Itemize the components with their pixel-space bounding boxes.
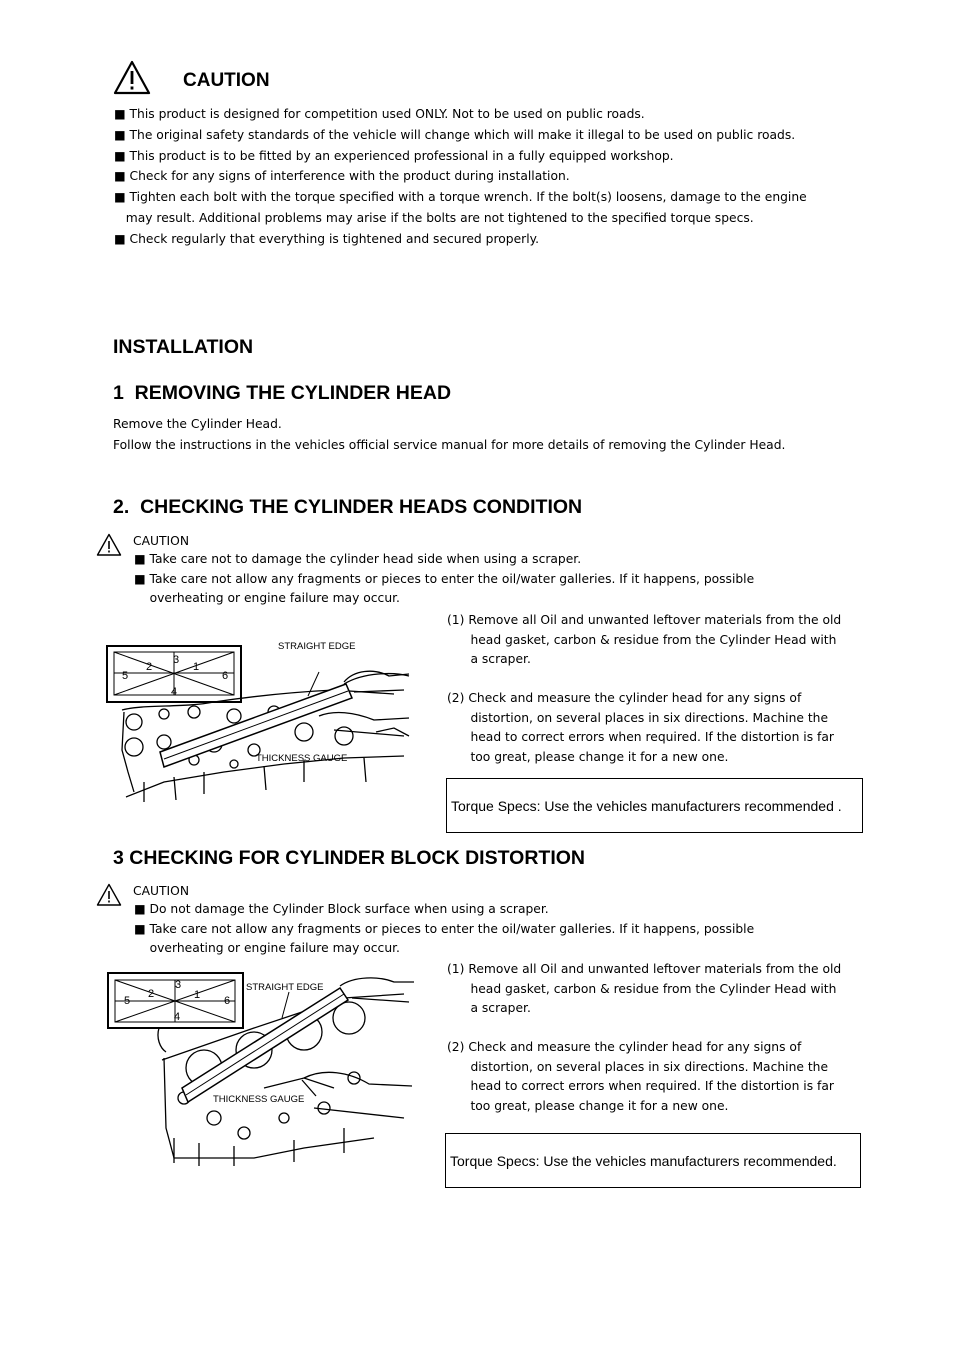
step-line: a scraper. [447,652,531,666]
list-item: ■ This product is designed for competition used ONLY. Not to be used on public roads. [114,107,645,121]
section1-body [113,414,785,455]
direction-number: 5 [122,670,129,682]
warning-icon [96,533,122,557]
warning-icon [113,60,151,96]
list-item: ■ Take care not allow any fragments or pieces to enter the oil/water galleries. If it happens, possible [134,921,755,936]
step-line: a scraper. [447,1001,531,1015]
direction-number: 3 [173,654,180,666]
direction-number: 6 [222,670,229,682]
direction-number: 6 [224,995,231,1007]
list-item: overheating or engine failure may occur. [134,591,400,606]
list-item: ■ Do not damage the Cylinder Block surface when using a scraper. [134,902,549,916]
direction-number: 4 [174,1011,181,1023]
straight-edge-label: STRAIGHT EDGE [278,641,356,652]
direction-number: 4 [171,686,178,698]
step-line: too great, please change it for a new one. [447,749,729,764]
warning-icon [96,883,122,907]
section2-heading: 2. CHECKING THE CYLINDER HEADS CONDITION [113,496,583,518]
step-line: (2) Check and measure the cylinder head for any signs of [447,1040,802,1054]
list-item: overheating or engine failure may occur. [134,941,400,956]
step-line: head gasket, carbon & residue from the Cylinder Head with [447,981,837,996]
section2-caution-list [134,550,754,609]
list-item: ■ This product is to be fitted by an experienced professional in a fully equipped workshop. [114,148,674,163]
list-item: ■ Check regularly that everything is tightened and secured properly. [114,231,540,246]
measurement-diagram [107,646,241,702]
direction-number: 2 [148,988,155,1000]
cylinder-block-figure [104,968,416,1168]
direction-number: 2 [146,661,153,673]
section3-steps [447,960,841,1116]
step-line: (1) Remove all Oil and unwanted leftover materials from the old [447,962,842,976]
section2-steps [447,611,841,767]
section1-line: Follow the instructions in the vehicles official service manual for more details of removing the Cylinder Head. [113,437,786,452]
section1-line: Remove the Cylinder Head. [113,417,282,431]
thickness-gauge-label: THICKNESS GAUGE [256,753,348,764]
straight-edge-label: STRAIGHT EDGE [246,982,324,993]
list-item: ■ Tighten each bolt with the torque specified with a torque wrench. If the bolt(s) loosens, damage to the engine [114,190,807,205]
direction-number: 1 [194,989,201,1001]
list-item: may result. Additional problems may arise if the bolts are not tightened to the specified torque specs. [114,210,754,225]
caution-title: CAUTION [183,70,270,91]
hand-illustration [302,978,414,1118]
installation-heading: INSTALLATION [113,336,254,358]
measurement-diagram [108,973,243,1028]
step-line: (1) Remove all Oil and unwanted leftover materials from the old [447,613,842,627]
step-line: head to correct errors when required. If the distortion is far [447,730,834,744]
step-line: too great, please change it for a new one. [447,1098,729,1113]
step-line: distortion, on several places in six directions. Machine the [447,1059,829,1074]
step-line [447,670,841,690]
step-line [447,1019,841,1039]
list-item: ■ The original safety standards of the vehicle will change which will make it illegal to be used on public roads. [114,127,796,142]
step-line: head to correct errors when required. If the distortion is far [447,1079,834,1093]
section2-caution-label: CAUTION [133,534,190,548]
section3-caution-list [134,900,754,959]
step-line: distortion, on several places in six directions. Machine the [447,710,829,725]
straight-edge-leader [308,672,319,696]
direction-number: 1 [193,661,200,673]
list-item: ■ Take care not to damage the cylinder head side when using a scraper. [134,552,582,566]
thickness-gauge-label: THICKNESS GAUGE [213,1094,305,1105]
straight-edge-leader [282,992,289,1018]
direction-number: 3 [175,979,182,991]
list-item: ■ Take care not allow any fragments or pieces to enter the oil/water galleries. If it happens, possible [134,571,755,586]
section3-heading: 3 CHECKING FOR CYLINDER BLOCK DISTORTION [113,847,585,869]
torque-spec-text: Torque Specs: Use the vehicles manufacturers recommended. [450,1153,837,1169]
torque-spec-box [446,778,863,833]
direction-number: 5 [124,995,131,1007]
list-item: ■ Check for any signs of interference with the product during installation. [114,169,570,184]
step-line: (2) Check and measure the cylinder head for any signs of [447,691,802,705]
step-line: head gasket, carbon & residue from the Cylinder Head with [447,632,837,647]
torque-spec-box [445,1133,861,1188]
torque-spec-text: Torque Specs: Use the vehicles manufacturers recommended . [451,798,842,814]
section1-heading: 1 REMOVING THE CYLINDER HEAD [113,382,452,404]
section3-caution-label: CAUTION [133,884,190,898]
caution-list [114,104,807,250]
cylinder-head-figure [104,632,414,804]
